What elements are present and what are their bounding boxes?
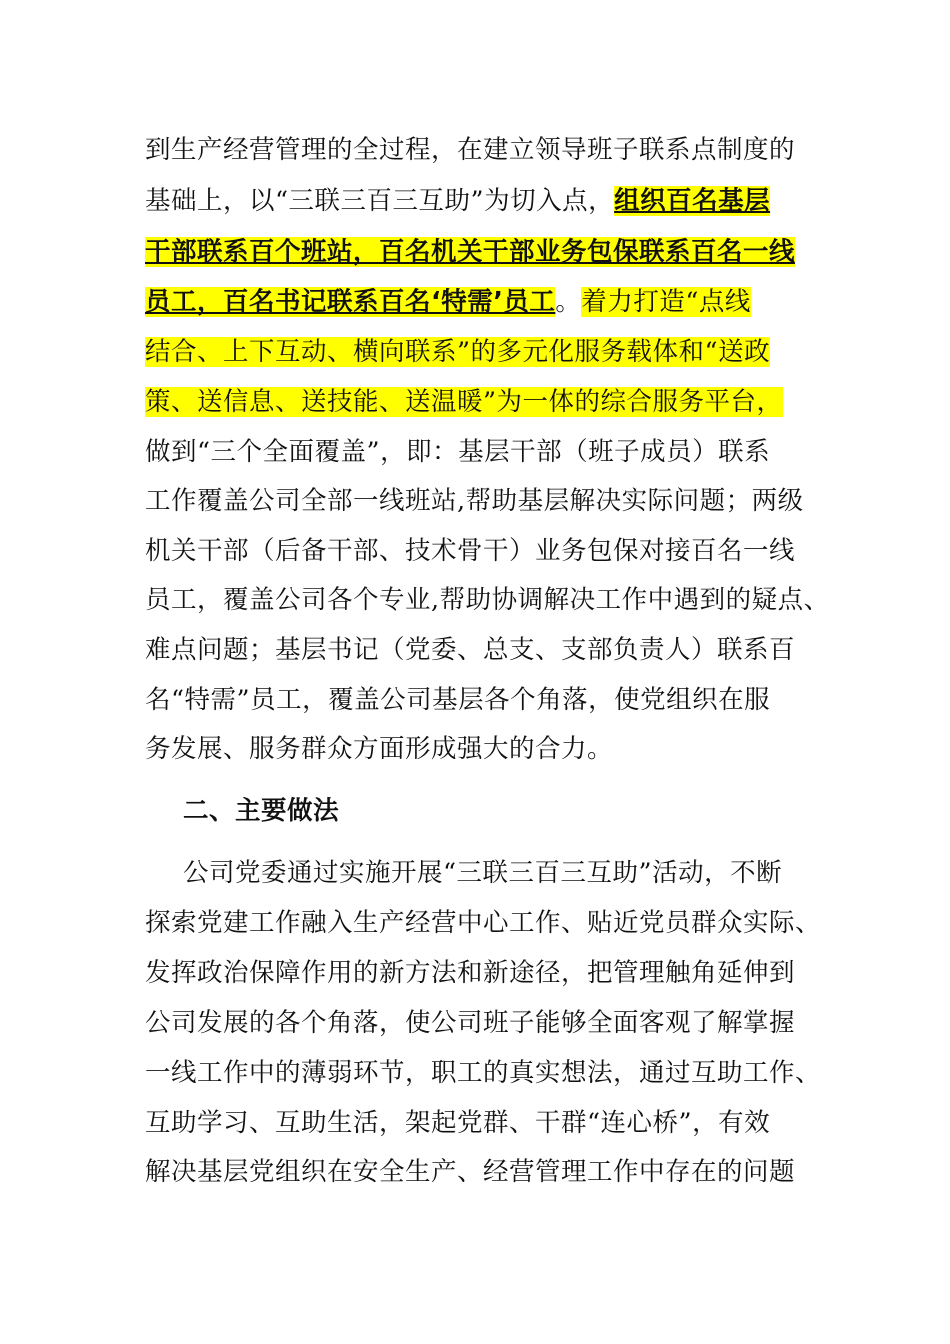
text-line (145, 232, 795, 272)
text-line: 做到“三个全面覆盖”，即：基层干部（班子成员）联系 (145, 437, 771, 467)
text-line (145, 382, 783, 422)
text-line: 一线工作中的薄弱环节，职工的真实想法，通过互助工作、 (145, 1058, 822, 1088)
text-line: 探索党建工作融入生产经营中心工作、贴近党员群众实际、 (145, 908, 822, 938)
text-line: 公司发展的各个角落，使公司班子能够全面客观了解掌握 (145, 1008, 796, 1038)
highlighted-bold-text: 组织百名基层 (614, 186, 771, 216)
text-line (145, 282, 751, 322)
text-line: 公司党委通过实施开展“三联三百三互助”活动，不断 (183, 858, 783, 888)
text-line: 解决基层党组织在安全生产、经营管理工作中存在的问题 (145, 1157, 796, 1187)
text-line: 机关干部（后备干部、技术骨干）业务包保对接百名一线 (145, 536, 796, 566)
highlighted-bold-text: 员工，百名书记联系百名‘特需’员工 (145, 287, 556, 317)
highlighted-bold-text: 干部联系百个班站，百名机关干部业务包保联系百名一线 (145, 237, 796, 267)
highlighted-text: 策、送信息、送技能、送温暖”为一体的综合服务平台， (145, 387, 783, 417)
highlighted-text: 结合、上下互动、横向联系”的多元化服务载体和“送政 (145, 337, 771, 367)
text-line: 互助学习、互助生活，架起党群、干群“连心桥”，有效 (145, 1108, 771, 1138)
text-line: 员工，覆盖公司各个专业,帮助协调解决工作中遇到的疑点、 (145, 585, 830, 615)
text-segment: 。 (555, 287, 582, 317)
text-line (145, 332, 770, 372)
text-line: 工作覆盖公司全部一线班站,帮助基层解决实际问题；两级 (145, 486, 804, 516)
text-line: 到生产经营管理的全过程，在建立领导班子联系点制度的 (145, 135, 796, 165)
text-line: 名“特需”员工，覆盖公司基层各个角落，使党组织在服 (145, 685, 771, 715)
text-line: 务发展、服务群众方面形成强大的合力。 (145, 734, 614, 764)
text-line: 发挥政治保障作用的新方法和新途径，把管理触角延伸到 (145, 958, 796, 988)
text-line: 难点问题；基层书记（党委、总支、支部负责人）联系百 (145, 635, 796, 665)
highlighted-text: 着力打造“点线 (581, 287, 751, 317)
text-line (145, 181, 770, 221)
section-heading: 二、主要做法 (183, 796, 340, 826)
text-segment: 基础上，以“三联三百三互助”为切入点， (145, 186, 615, 216)
